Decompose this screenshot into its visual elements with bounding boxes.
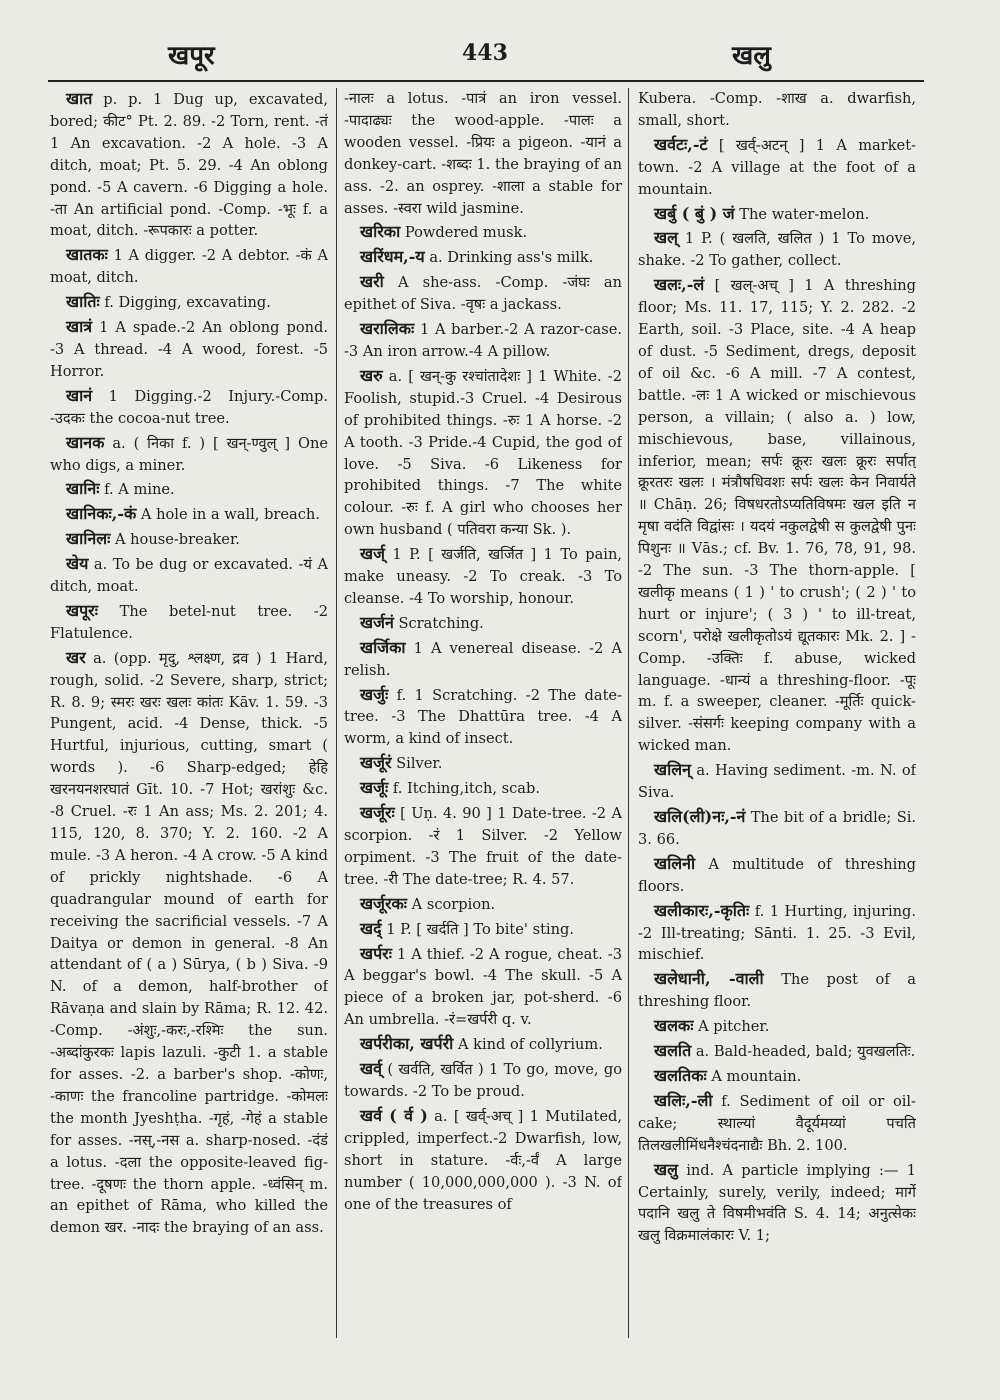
dictionary-entry [344,318,622,363]
entry-definition: a. Bald-headed, bald; युवखलतिः. [695,1043,916,1061]
dictionary-entry [344,612,622,635]
entry-headword: खर्बु ( बुं ) जं [654,203,735,223]
dictionary-entry [50,503,328,526]
header-rule [48,80,924,82]
dictionary-entry [638,1159,916,1248]
entry-headword: खर्जूरं [360,753,392,773]
entry-headword: खलतिकः [654,1065,707,1085]
dictionary-entry [638,1040,916,1063]
entry-headword: खानं [66,385,93,405]
entry-definition: a. [ खन्-कु रश्चांतादेशः ] 1 White. -2 Foolish, stupid.-3 Cruel. -4 Desirous of prohibited things. -रुः 1 A horse. -2 A tooth. -3 Pride.-4 Cupid, the god of love. -5 Siva. -6 Likeness for prohibited things. -7 The white colour. -रुः f. A girl who chooses her own husband ( पतिवरा कन्या Sk. ). [344,367,622,539]
dictionary-entry [638,134,916,201]
dictionary-entry [344,221,622,244]
dictionary-entry [50,600,328,645]
entry-definition: Powdered musk. [404,224,528,242]
entry-headword: खलति [654,1041,692,1061]
page-number: 443 [462,40,508,66]
entry-definition: 1 P. ( खलति, खलित ) 1 To move, shake. -2 To gather, collect. [638,230,916,270]
entry-definition: f. Itching,itch, scab. [392,780,540,798]
entry-definition: ( खर्वति, खर्वित ) 1 To go, move, go towards. -2 To be proud. [344,1061,622,1100]
entry-headword: खरालिकः [360,319,415,339]
dictionary-entry [638,88,916,132]
entry-definition: [ Uṇ. 4. 90 ] 1 Date-tree. -2 A scorpion. -रं 1 Silver. -2 Yellow orpiment. -3 The fruit of the date-tree. -री The date-tree; R. 4. 57. [344,805,622,888]
dictionary-entry [344,893,622,916]
dictionary-entry [50,432,328,477]
entry-definition: p. p. 1 Dug up, excavated, bored; कीट° Pt. 2. 89. -2 Torn, rent. -तं 1 An excavation. -2 A hole. -3 A ditch, moat; Pt. 5. 29. -4 An oblong pond. -5 A cavern. -6 Digging a hole. -ता An artificial pond. -Comp. -भूः f. a moat, ditch. -रूपकारः a potter. [50,91,328,240]
entry-definition: a. To be dug or excavated. -यं A ditch, moat. [50,556,328,596]
dictionary-entry [50,385,328,430]
dictionary-entry [50,478,328,501]
dictionary-entry [638,1090,916,1157]
entry-headword: खर [66,647,86,667]
entry-headword: खर्परः [360,943,392,963]
entry-definition: 1 A venereal disease. -2 A relish. [344,639,622,679]
entry-headword: खानिः [66,479,100,499]
dictionary-entry [638,274,916,757]
entry-headword: खलेधानी, -वाली [654,969,764,989]
entry-definition: A pitcher. [698,1018,770,1036]
dictionary-entry [638,968,916,1013]
entry-definition: 1 A barber.-2 A razor-case. -3 An iron arrow.-4 A pillow. [344,321,622,360]
entry-headword: खरु [360,365,383,385]
column-2 [344,88,622,1338]
entry-headword: खल् [654,228,678,248]
dictionary-entry [344,918,622,941]
entry-headword: खात [66,89,93,108]
entry-headword: खर्जुः [360,684,389,704]
entry-definition: A multitude of threshing floors. [638,855,916,895]
column-divider [336,88,337,1338]
entry-headword: खर्जनं [360,612,394,632]
entry-headword: खर्द् [360,918,382,938]
running-head-right: खलु [732,41,771,71]
entry-headword: खर्व् [360,1059,382,1079]
column-3 [638,88,916,1338]
dictionary-entry [638,227,916,272]
dictionary-entry [344,752,622,775]
entry-headword: खलिन् [654,760,691,780]
entry-definition: A she-ass. -Comp. -जंघः an epithet of Siva. -वृषः a jackass. [344,274,622,314]
entry-headword: खलिनी [654,853,696,873]
entry-definition: a. (opp. मृदु, श्लक्ष्ण, द्रव ) 1 Hard, rough, solid. -2 Severe, sharp, strict; R. 8. 9; स्मरः खरः खलः कांतः Kāv. 1. 59. -3 Pungent, acid. -4 Dense, thick. -5 Hurtful, injurious, cutting, smart ( words ). -6 Sharp-edged; हेहि खरनयनशरघातं Gīt. 10. -7 Hot; खरांशुः &c. -8 Cruel. -रः 1 An ass; Ms. 2. 201; 4. 115, 120, 8. 370; Y. 2. 160. -2 A mule. -3 A heron. -4 A crow. -5 A kind of prickly nightshade. -6 A quadrangular mound of earth for receiving the sacrificial vessels. -7 A Daitya or demon in general. -8 An attendant of ( a ) Sūrya, ( b ) Siva. -9 N. of a demon, half-brother of Rāvaṇa and slain by Rāma; R. 12. 42. -Comp. -अंशुः,-करः,-रश्मिः the sun. -अब्दांकुरकः lapis lazuli. -कुटी 1. a stable for asses. -2. a barber's shop. -कोणः, -काणः the francoline partridge. -कोमलः the month Jyeshṭha. -गृहं, -गेहं a stable for asses. -नस्,-नस a. sharp-nosed. -दंडं a lotus. -दला the opposite-leaved fig-tree. -दूषणः the thorn apple. -ध्वंसिन् m. an epithet of Rāma, who killed the demon खर. -नादः the braying of an ass. [50,649,328,1237]
entry-headword: खात्रं [66,317,93,337]
entry-definition: a. Drinking ass's milk. [429,249,594,267]
dictionary-entry [344,943,622,1032]
dictionary-entry [344,802,622,891]
entry-definition: The water-melon. [739,205,870,223]
dictionary-entry [344,88,622,219]
entry-headword: खरिका [360,222,401,242]
dictionary-entry [344,684,622,751]
entry-definition: A scorpion. [411,895,496,913]
dictionary-entry [50,553,328,598]
dictionary-entry [344,1105,622,1216]
entry-definition: -नालः a lotus. -पात्रं an iron vessel. -पादाढ्यः the wood-apple. -पालः a wooden vessel. -प्रियः a pigeon. -यानं a donkey-cart. -शब्दः 1. the braying of an ass. -2. an osprey. -शाला a stable for asses. -स्वरा wild jasmine. [344,90,622,217]
entry-definition: 1 Digging.-2 Injury.-Comp. -उदकः the cocoa-nut tree. [50,387,328,427]
dictionary-entry [638,853,916,898]
entry-headword: खरी [360,272,384,292]
entry-definition: 1 P. [ खर्जति, खर्जित ] 1 To pain, make uneasy. -2 To creak. -3 To cleanse. -4 To worship, honour. [344,546,622,607]
entry-headword: खर्व ( र्व ) [360,1105,428,1125]
entry-headword: खलः,-लं [654,275,705,295]
dictionary-entry [638,203,916,226]
entry-headword: खातकः [66,245,108,265]
dictionary-entry [344,246,622,269]
entry-definition: a. Having sediment. -m. N. of Siva. [638,762,916,802]
running-head-left: खपूर [168,41,215,71]
entry-definition: 1 P. [ खर्दति ] To bite' sting. [386,920,574,938]
entry-definition: f. 1 Hurting, injuring. -2 Ill-treating; Sānti. 1. 25. -3 Evil, mischief. [638,902,916,964]
dictionary-entry [344,777,622,800]
dictionary-entry [50,291,328,314]
entry-definition: f. 1 Scratching. -2 The date-tree. -3 The Dhattūra tree. -4 A worm, a kind of insect. [344,686,622,748]
entry-definition: [ खल्-अच् ] 1 A threshing floor; Ms. 11. 17, 115; Y. 2. 282. -2 Earth, soil. -3 Place, site. -4 A heap of dust. -5 Sediment, dregs, deposit of oil &c. -6 A mill. -7 A contest, battle. -लः 1 A wicked or mischievous person, a villain; ( also a. ) low, mischievous, base, villainous, inferior, mean; सर्पः क्रूरः खलः क्रूरः सर्पात् क्रूरतरः खलः । मंत्रौषधिवशः सर्पः खलः केन निवार्यते ॥ Chāṇ. 26; विषधरतोऽप्यतिविषमः खल इति न मृषा वदंति विद्वांसः । यदयं नकुलद्वेषी स कुलद्वेषी पुनः पिशुनः ॥ Vās.; cf. Bv. 1. 76, 78, 91, 98. -2 The sun. -3 The thorn-apple. [ खलीकृ means ( 1 ) ' to crush'; ( 2 ) ' to hurt or injure'; ( 3 ) ' to ill-treat, scorn', परोक्षे खलीकृतोऽयं द्यूतकारः Mk. 2. ] -Comp. -उक्तिः f. abuse, wicked language. -धान्यं a threshing-floor. -पूः m. f. a sweeper, cleaner. -मूर्तिः quick-silver. -संसर्गः keeping company with a wicked man. [638,277,916,755]
entry-definition: A mountain. [711,1067,802,1085]
dictionary-entry [344,365,622,541]
entry-definition: a. [ खर्व्-अच् ] 1 Mutilated, crippled, imperfect.-2 Dwarfish, low, short in stature. -र्वः,-र्वं A large number ( 10,000,000,000 ). -3 N. of one of the treasures of [344,1107,622,1213]
entry-headword: खेय [66,554,89,574]
entry-definition: [ खर्व्-अटन् ] 1 A market-town. -2 A village at the foot of a mountain. [638,136,916,198]
entry-headword: खरिंधम,-य [360,247,425,267]
entry-headword: खर्परीका, खर्परी [360,1034,454,1054]
entry-headword: खलु [654,1159,678,1179]
dictionary-entry [344,271,622,316]
entry-definition: Kubera. -Comp. -शाख a. dwarfish, small, short. [638,90,916,129]
entry-definition: ind. A particle implying :— 1 Certainly, surely, verily, indeed; मार्गे पदानि खलु ते विषमीभवंति S. 4. 14; अनुत्सेकः खलु विक्रमालंकारः V. 1; [638,1161,916,1245]
entry-headword: खलीकारः,-कृतिः [654,900,750,920]
entry-definition: The post of a threshing floor. [638,971,916,1011]
dictionary-entry [638,1015,916,1038]
entry-headword: खातिः [66,292,100,312]
entry-headword: खर्जूरकः [360,893,408,913]
entry-definition: f. Sediment of oil or oil-cake; स्थाल्यां वैदूर्यमय्यां पचति तिलखलीमिंधनैश्चंदनाद्यैः Bh. 2. 100. [638,1092,916,1154]
entry-headword: खानिलः [66,529,111,549]
entry-definition: A hole in a wall, breach. [140,506,320,524]
dictionary-entry [50,244,328,289]
entry-headword: खानिकः,-कं [66,504,137,524]
entry-headword: खर्जूरः [360,803,395,823]
dictionary-entry [638,759,916,804]
entry-headword: खपूरः [66,600,98,620]
dictionary-entry [50,316,328,383]
entry-definition: The bit of a bridle; Si. 3. 66. [638,809,916,848]
column-1 [50,88,328,1338]
entry-definition: A house-breaker. [114,531,240,549]
dictionary-entry [638,806,916,851]
entry-definition: A kind of collyrium. [457,1036,603,1054]
entry-headword: खर्जिका [360,637,406,657]
dictionary-entry [344,637,622,682]
entry-headword: खर्ज् [360,544,385,564]
entry-definition: 1 A thief. -2 A rogue, cheat. -3 A beggar's bowl. -4 The skull. -5 A piece of a broken jar, pot-sherd. -6 An umbrella. -रं=खर्परी q. v. [344,945,622,1029]
dictionary-entry [638,900,916,967]
dictionary-entry [50,647,328,1239]
dictionary-entry [50,528,328,551]
dictionary-entry [344,1033,622,1056]
entry-definition: f. Digging, excavating. [104,294,271,312]
entry-definition: Scratching. [398,614,484,632]
dictionary-entry [50,88,328,242]
column-divider [628,88,629,1338]
entry-definition: a. ( निका f. ) [ खन्-ण्वुल् ] One who digs, a miner. [50,434,328,474]
entry-definition: 1 A digger. -2 A debtor. -कं A moat, ditch. [50,247,328,287]
entry-definition: 1 A spade.-2 An oblong pond. -3 A thread. -4 A wood, forest. -5 Horror. [50,319,328,380]
dictionary-entry [638,1065,916,1088]
entry-definition: The betel-nut tree. -2 Flatulence. [50,602,328,642]
entry-headword: खलकः [654,1016,694,1036]
entry-headword: खलिः,-ली [654,1090,713,1110]
entry-headword: खानक [66,432,105,452]
entry-headword: खर्वटः,-टं [654,134,708,154]
entry-definition: f. A mine. [104,481,175,499]
entry-definition: Silver. [396,755,443,773]
entry-headword: खर्जूः [360,778,389,798]
dictionary-entry [344,543,622,610]
dictionary-entry [344,1058,622,1103]
entry-headword: खलि(ली)नः,-नं [654,807,746,826]
